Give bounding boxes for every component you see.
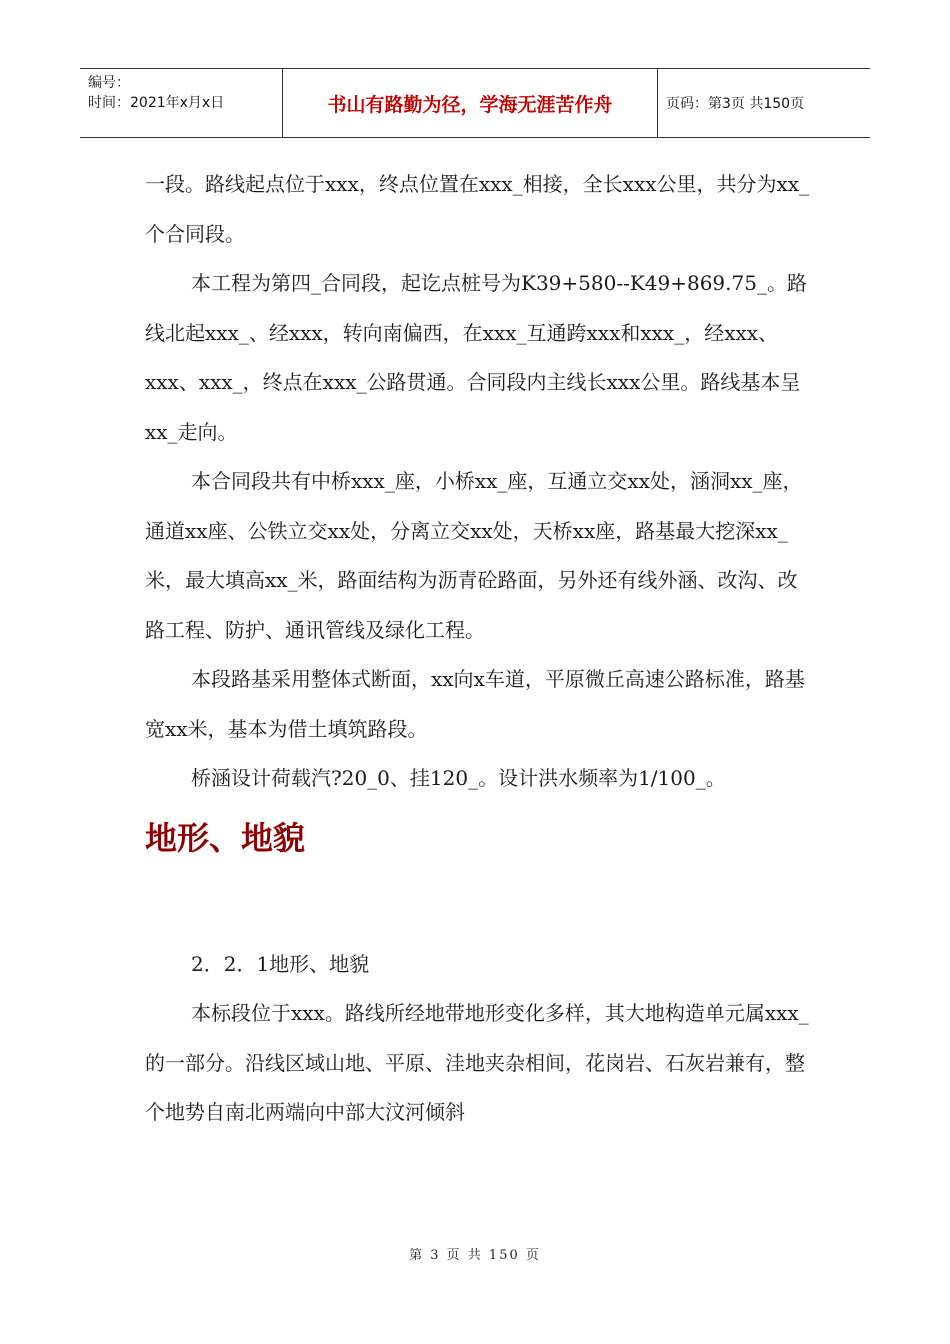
paragraph-4: 本段路基采用整体式断面，xx向x车道，平原微丘高速公路标准，路基宽xx米，基本为借土填筑路段。 <box>145 667 805 741</box>
header-motto: 书山有路勤为径，学海无涯苦作舟 <box>282 69 658 137</box>
document-number-label: 编号： <box>88 75 130 91</box>
header-page-info: 页码：第3页 共150页 <box>666 96 805 112</box>
page-header <box>80 68 870 138</box>
document-date-label: 时间：2021年x月x日 <box>88 95 225 111</box>
paragraph-3: 本合同段共有中桥xxx_座，小桥xx_座，互通立交xx处，涵洞xx_座，通道xx座、公铁立交xx处，分离立交xx处，天桥xx座，路基最大挖深xx_米，最大填高xx_米，路面结构为沥青砼路面，另外还有线外涵、改沟、改路工程、防护、通讯管线及绿化工程。 <box>145 469 803 642</box>
paragraph-5: 桥涵设计荷载汽?20_0、挂120_。设计洪水频率为1/100_。 <box>191 766 726 790</box>
subsection-heading: 2．2．1地形、地貌 <box>191 951 370 976</box>
paragraph-2: 本工程为第四_合同段，起讫点桩号为K39+580--K49+869.75_。路线北起xxx_、经xxx，转向南偏西，在xxx_互通跨xxx和xxx_，经xxx、xxx、xxx_，终点在xxx_公路贯通。合同段内主线长xxx公里。路线基本呈xx_走向。 <box>145 271 807 444</box>
section-heading: 地形、地貌 <box>145 818 306 857</box>
header-meta <box>80 69 282 137</box>
paragraph-1: 一段。路线起点位于xxx，终点位置在xxx_相接，全长xxx公里，共分为xx_个合同段。 <box>145 172 810 246</box>
section-paragraph: 本标段位于xxx。路线所经地带地形变化多样，其大地构造单元属xxx_的一部分。沿线区域山地、平原、洼地夹杂相间，花岗岩、石灰岩兼有，整个地势自南北两端向中部大汶河倾斜 <box>145 1001 809 1124</box>
document-body <box>145 160 810 1138</box>
page-footer: 第 3 页 共 150 页 <box>409 1248 541 1263</box>
